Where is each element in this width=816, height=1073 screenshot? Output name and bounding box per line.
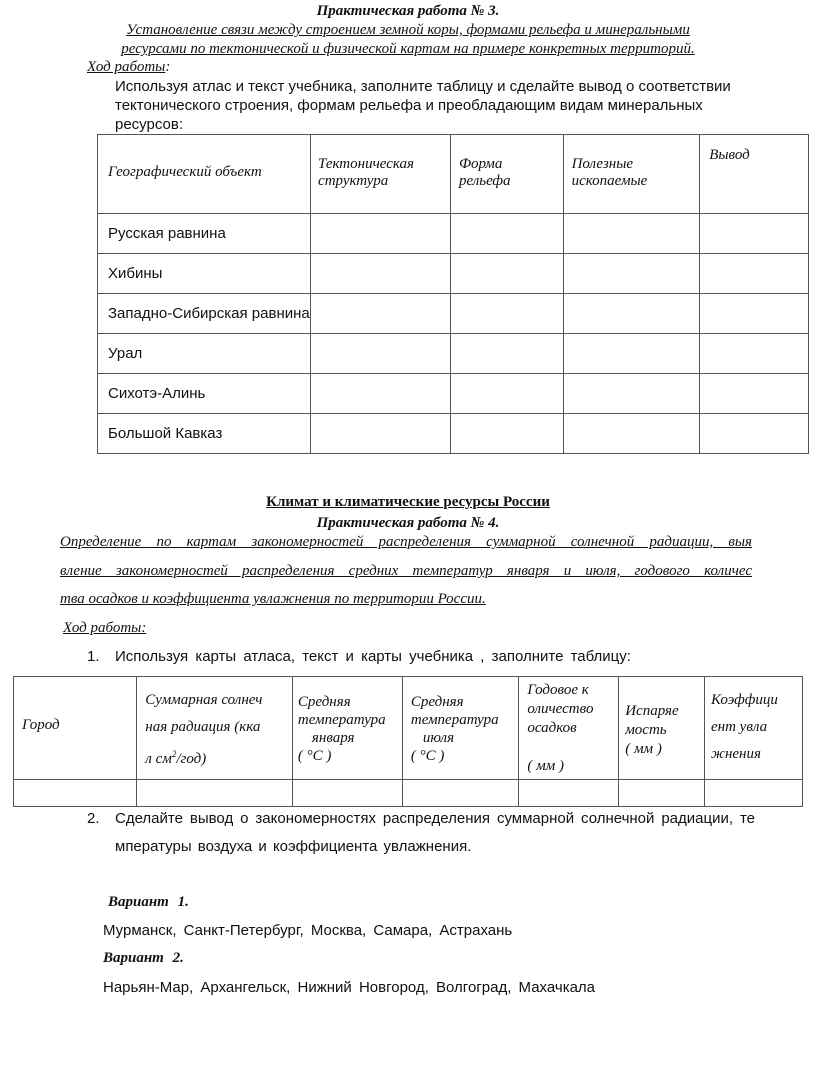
table-cell (563, 334, 700, 374)
pr3-header-relief-l2: рельефа (458, 173, 511, 189)
pr4-table-header-row (14, 677, 803, 780)
table-cell (563, 254, 700, 294)
pr3-subtitle-line2: ресурсами по тектонической и физической картам на примере конкретных территорий. (121, 41, 695, 57)
pr4-header-jan-l4: ( °С ) (297, 748, 332, 764)
pr3-table (97, 134, 809, 454)
table-cell (563, 214, 700, 254)
pr4-header-precip (519, 677, 619, 780)
table-cell (311, 334, 451, 374)
row-label: Урал (98, 334, 311, 374)
pr4-header-radiation (137, 677, 293, 780)
pr4-header-city: Город (14, 677, 137, 780)
section-title: Климат и климатические ресурсы России (266, 494, 550, 510)
pr3-header-minerals-l2: ископаемые (571, 173, 648, 189)
pr3-title: Практическая работа № 3. (316, 3, 500, 19)
table-cell (450, 374, 563, 414)
table-cell (700, 294, 809, 334)
pr4-header-evap-l2: мость (625, 722, 667, 738)
pr4-header-radiation-l1: Суммарная солнеч (145, 692, 263, 708)
pr4-step2-line1: Сделайте вывод о закономерностях распределения суммарной солнечной радиации, те (115, 810, 755, 827)
pr4-header-radiation-l3a: л см (145, 751, 172, 767)
row-label: Сихотэ-Алинь (98, 374, 311, 414)
pr4-step2-number: 2. (87, 810, 100, 827)
table-cell (450, 254, 563, 294)
pr4-header-evap-l1: Испаряе (625, 703, 679, 719)
pr4-subtitle-line2: вление закономерностей распределения средних температур января и июля, годового количес (60, 563, 752, 579)
pr4-header-evap-l3: ( мм ) (625, 741, 662, 757)
pr4-header-precip-l4: ( мм ) (527, 758, 564, 774)
table-cell (450, 414, 563, 454)
table-cell (563, 414, 700, 454)
pr3-course-colon: : (165, 59, 171, 75)
pr3-instruction-line1: Используя атлас и текст учебника, заполните таблицу и сделайте вывод о соответствии (115, 78, 731, 95)
variant2-cities: Нарьян-Мар, Архангельск, Нижний Новгород, Волгоград, Махачкала (103, 979, 596, 996)
pr3-course-heading (87, 59, 170, 76)
table-cell (563, 294, 700, 334)
table-cell (705, 780, 803, 807)
table-cell (311, 294, 451, 334)
pr4-subtitle-line1: Определение по картам закономерностей распределения суммарной солнечной радиации, выя (60, 534, 752, 550)
pr4-header-jan-l1: Средняя (297, 694, 351, 710)
pr4-header-radiation-l3b: /год) (176, 751, 207, 767)
table-cell (619, 780, 705, 807)
table-cell (311, 374, 451, 414)
pr3-header-tectonic (311, 135, 451, 214)
table-row (98, 414, 809, 454)
table-cell (563, 374, 700, 414)
variant2-label: Вариант 2. (103, 950, 184, 966)
pr4-course-label: Ход работы: (63, 620, 147, 636)
pr4-header-radiation-l2: ная радиация (кка (145, 719, 261, 735)
pr4-header-jul (402, 677, 519, 780)
pr3-instruction-line3: ресурсов: (115, 116, 184, 133)
pr3-instruction-line2: тектонического строения, формам рельефа и преобладающим видам минеральных (115, 97, 703, 114)
table-cell (700, 334, 809, 374)
table-cell (311, 214, 451, 254)
pr4-subtitle-line3: тва осадков и коэффициента увлажнения по территории России. (60, 591, 486, 607)
pr4-header-jan-l3: января (311, 730, 355, 746)
pr4-header-precip-l2: оличество (527, 701, 594, 717)
pr4-header-radiation-sup: 2 (171, 749, 177, 759)
table-cell (519, 780, 619, 807)
table-row (98, 254, 809, 294)
table-row (98, 214, 809, 254)
pr4-header-precip-l3: осадков (527, 720, 577, 736)
pr4-header-jan (292, 677, 402, 780)
table-row (98, 294, 809, 334)
pr4-header-precip-l1: Годовое к (527, 682, 589, 698)
pr3-header-tectonic-l2: структура (318, 173, 389, 189)
pr3-header-minerals-l1: Полезные (571, 156, 634, 172)
table-cell (311, 254, 451, 294)
pr4-header-coef-l3: жнения (711, 746, 761, 762)
table-row (98, 334, 809, 374)
pr3-subtitle-line1: Установление связи между строением земной коры, формами рельефа и минеральными (126, 22, 690, 38)
table-cell (700, 374, 809, 414)
pr4-step1-text: Используя карты атласа, текст и карты учебника , заполните таблицу: (115, 648, 631, 665)
pr4-header-jul-l2: температура (410, 712, 499, 728)
table-cell (700, 214, 809, 254)
pr4-header-coef-l2: ент увла (711, 719, 768, 735)
pr3-header-object: Географический объект (98, 135, 311, 214)
pr3-course-label: Ход работы (87, 59, 166, 75)
pr3-header-relief-l1: Форма (458, 156, 503, 172)
variant1-label: Вариант 1. (108, 894, 189, 910)
table-row (98, 374, 809, 414)
pr4-header-jan-l2: температура (297, 712, 386, 728)
pr4-table (13, 676, 803, 807)
pr4-header-coef (705, 677, 803, 780)
table-cell (700, 414, 809, 454)
table-row (14, 780, 803, 807)
table-cell (402, 780, 519, 807)
table-cell (292, 780, 402, 807)
row-label: Хибины (98, 254, 311, 294)
table-cell (450, 294, 563, 334)
pr4-header-jul-l3: июля (422, 730, 455, 746)
pr4-step2-line2: мпературы воздуха и коэффициента увлажнения. (115, 838, 472, 855)
table-cell (700, 254, 809, 294)
pr3-header-relief (450, 135, 563, 214)
pr4-header-jul-l4: ( °С ) (410, 748, 445, 764)
variant1-cities: Мурманск, Санкт-Петербург, Москва, Самара, Астрахань (103, 922, 513, 939)
pr4-step1-number: 1. (87, 648, 100, 665)
table-cell (14, 780, 137, 807)
pr3-header-conclusion: Вывод (700, 135, 809, 214)
table-cell (137, 780, 293, 807)
pr3-header-minerals (563, 135, 700, 214)
row-label: Западно-Сибирская равнина (98, 294, 311, 334)
row-label: Русская равнина (98, 214, 311, 254)
pr3-header-tectonic-l1: Тектоническая (318, 156, 414, 172)
pr4-header-jul-l1: Средняя (410, 694, 464, 710)
row-label: Большой Кавказ (98, 414, 311, 454)
pr4-header-coef-l1: Коэффици (711, 692, 778, 708)
pr3-table-header-row (98, 135, 809, 214)
pr4-title: Практическая работа № 4. (316, 515, 500, 531)
table-cell (311, 414, 451, 454)
table-cell (450, 214, 563, 254)
pr4-header-evap (619, 677, 705, 780)
table-cell (450, 334, 563, 374)
